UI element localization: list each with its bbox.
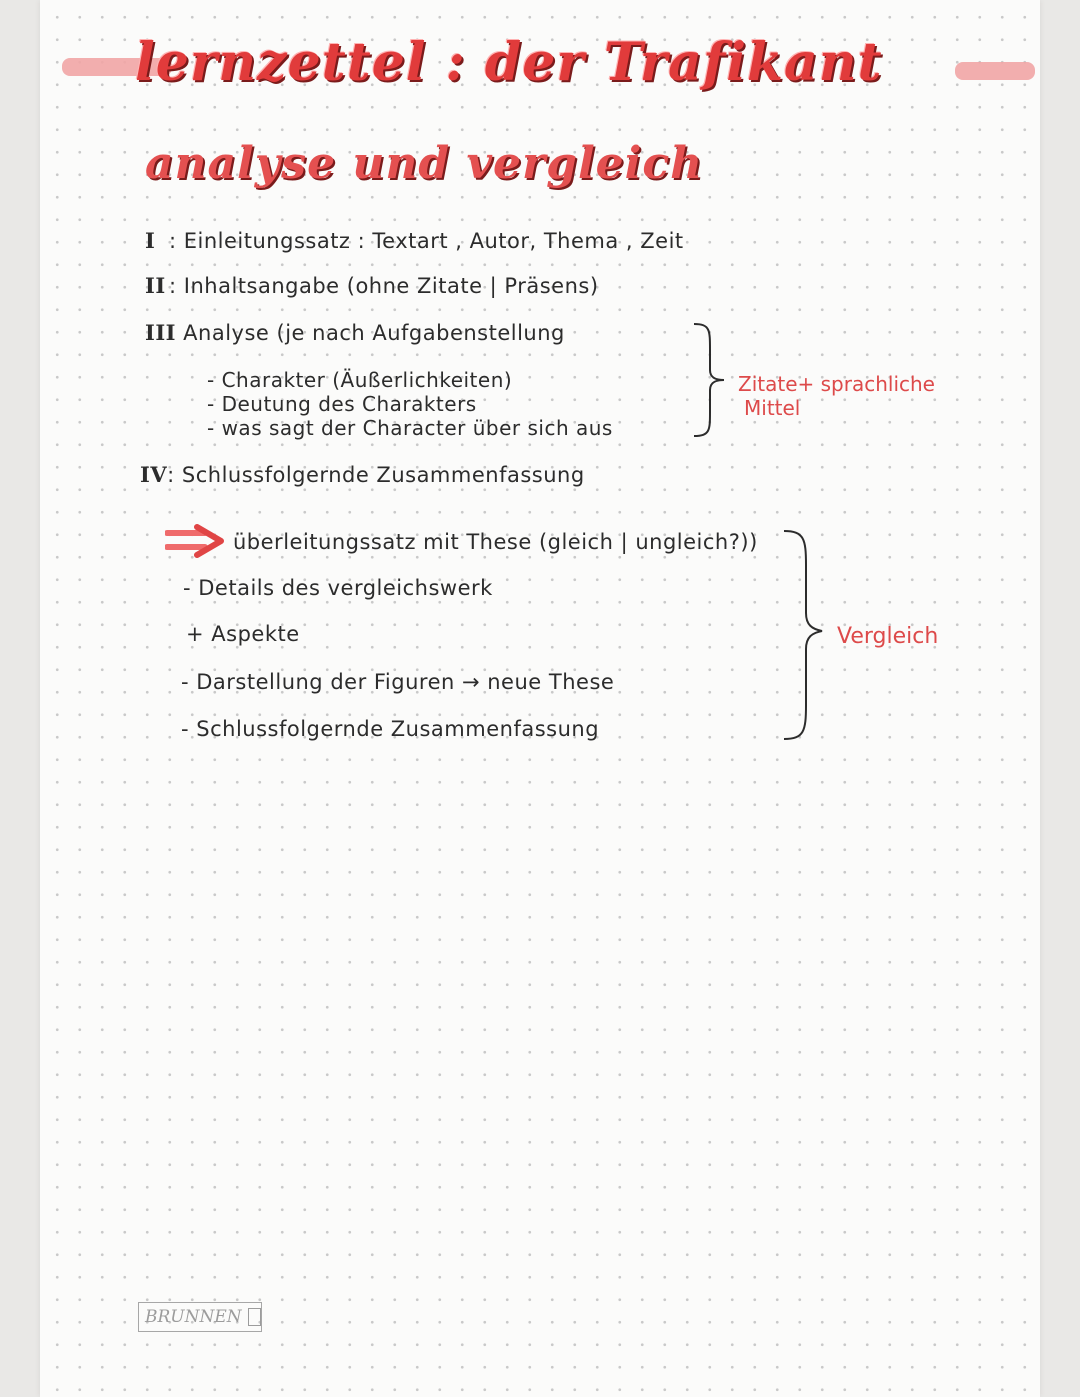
comparison-brace <box>780 525 830 745</box>
double-arrow-icon <box>165 524 227 558</box>
comparison-item-1: - Details des vergleichswerk <box>183 576 493 600</box>
brand-logo: BRUNNEN <box>138 1302 262 1332</box>
analysis-item-3: III Analyse (je nach Aufgabenstellung <box>145 320 565 345</box>
comparison-item-3: - Darstellung der Figuren → neue These <box>181 670 615 694</box>
analysis-item-4: IV: Schlussfolgernde Zusammenfassung <box>140 462 585 487</box>
brand-mark-icon <box>248 1308 261 1326</box>
analysis-side-note: Zitate+ sprachliche Mittel <box>738 372 935 420</box>
analysis-item-2: II : Inhaltsangabe (ohne Zitate | Präsens) <box>145 273 599 298</box>
page-subtitle: analyse und vergleich <box>145 138 704 189</box>
analysis-subitem-2: - Deutung des Charakters <box>207 392 477 416</box>
analysis-item-1: I : Einleitungssatz : Textart , Autor, Thema , Zeit <box>145 228 684 253</box>
analysis-subitem-1: - Charakter (Äußerlichkeiten) <box>207 368 513 392</box>
comparison-side-note: Vergleich <box>837 624 939 649</box>
analysis-brace <box>690 320 730 440</box>
page-title: lernzettel : der Trafikant <box>135 32 883 93</box>
comparison-item-2: + Aspekte <box>186 622 300 646</box>
comparison-item-4: - Schlussfolgernde Zusammenfassung <box>181 717 600 741</box>
notebook-page <box>40 0 1040 1397</box>
comparison-intro: überleitungssatz mit These (gleich | ungleich?)) <box>233 530 758 554</box>
analysis-subitem-3: - was sagt der Character über sich aus <box>207 416 613 440</box>
